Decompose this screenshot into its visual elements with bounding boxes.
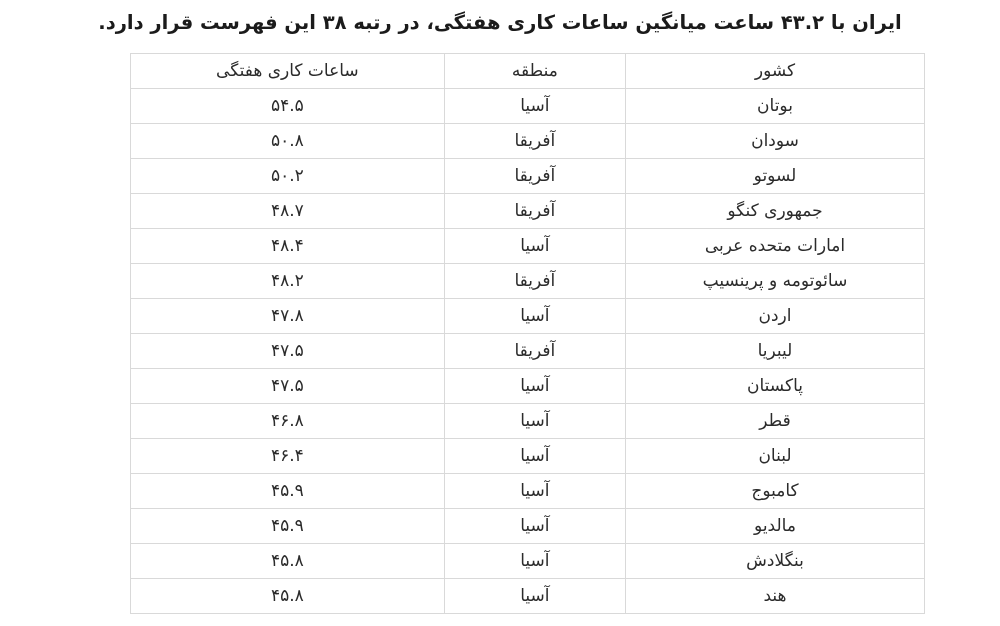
- table-row: [131, 159, 925, 194]
- table-row: [131, 264, 925, 299]
- column-header-country: کشور: [626, 54, 925, 89]
- table-header-row: [131, 54, 925, 89]
- table-row: [131, 439, 925, 474]
- cell-hours: ۴۵.۹: [131, 474, 445, 509]
- cell-hours: ۴۶.۴: [131, 439, 445, 474]
- column-header-region: منطقه: [444, 54, 625, 89]
- cell-region: آفریقا: [444, 124, 625, 159]
- column-header-hours: ساعات کاری هفتگی: [131, 54, 445, 89]
- cell-country: هند: [626, 579, 925, 614]
- table-row: [131, 124, 925, 159]
- cell-region: آفریقا: [444, 264, 625, 299]
- cell-region: آسیا: [444, 229, 625, 264]
- cell-hours: ۵۰.۲: [131, 159, 445, 194]
- cell-country: جمهوری کنگو: [626, 194, 925, 229]
- table-row: [131, 404, 925, 439]
- cell-country: بوتان: [626, 89, 925, 124]
- cell-hours: ۴۵.۸: [131, 579, 445, 614]
- cell-region: آفریقا: [444, 159, 625, 194]
- cell-region: آسیا: [444, 404, 625, 439]
- cell-hours: ۵۴.۵: [131, 89, 445, 124]
- table-row: [131, 299, 925, 334]
- table-row: [131, 89, 925, 124]
- cell-hours: ۴۵.۸: [131, 544, 445, 579]
- cell-country: سائوتومه و پرینسیپ: [626, 264, 925, 299]
- table-row: [131, 369, 925, 404]
- cell-hours: ۴۵.۹: [131, 509, 445, 544]
- cell-country: پاکستان: [626, 369, 925, 404]
- table-row: [131, 334, 925, 369]
- cell-country: لیبریا: [626, 334, 925, 369]
- cell-country: سودان: [626, 124, 925, 159]
- page-title: ایران با ۴۳.۲ ساعت میانگین ساعات کاری هفتگی، در رتبه ۳۸ این فهرست قرار دارد.: [98, 11, 902, 34]
- cell-country: اردن: [626, 299, 925, 334]
- table-row: [131, 544, 925, 579]
- cell-country: لبنان: [626, 439, 925, 474]
- cell-country: امارات متحده عربی: [626, 229, 925, 264]
- cell-country: مالدیو: [626, 509, 925, 544]
- cell-region: آفریقا: [444, 194, 625, 229]
- cell-region: آسیا: [444, 299, 625, 334]
- table-row: [131, 229, 925, 264]
- table-row: [131, 509, 925, 544]
- cell-region: آسیا: [444, 474, 625, 509]
- cell-region: آفریقا: [444, 334, 625, 369]
- working-hours-table: [130, 53, 925, 614]
- table-row: [131, 194, 925, 229]
- cell-country: کامبوج: [626, 474, 925, 509]
- cell-hours: ۵۰.۸: [131, 124, 445, 159]
- cell-hours: ۴۷.۵: [131, 369, 445, 404]
- cell-hours: ۴۷.۵: [131, 334, 445, 369]
- cell-hours: ۴۸.۴: [131, 229, 445, 264]
- cell-region: آسیا: [444, 369, 625, 404]
- cell-hours: ۴۸.۲: [131, 264, 445, 299]
- table-body: [131, 89, 925, 614]
- cell-region: آسیا: [444, 544, 625, 579]
- table-row: [131, 579, 925, 614]
- cell-country: بنگلادش: [626, 544, 925, 579]
- cell-hours: ۴۶.۸: [131, 404, 445, 439]
- cell-hours: ۴۸.۷: [131, 194, 445, 229]
- cell-region: آسیا: [444, 89, 625, 124]
- cell-hours: ۴۷.۸: [131, 299, 445, 334]
- cell-country: قطر: [626, 404, 925, 439]
- cell-region: آسیا: [444, 579, 625, 614]
- table-header: [131, 54, 925, 89]
- cell-region: آسیا: [444, 509, 625, 544]
- cell-country: لسوتو: [626, 159, 925, 194]
- table-container: [0, 53, 1000, 614]
- table-row: [131, 474, 925, 509]
- cell-region: آسیا: [444, 439, 625, 474]
